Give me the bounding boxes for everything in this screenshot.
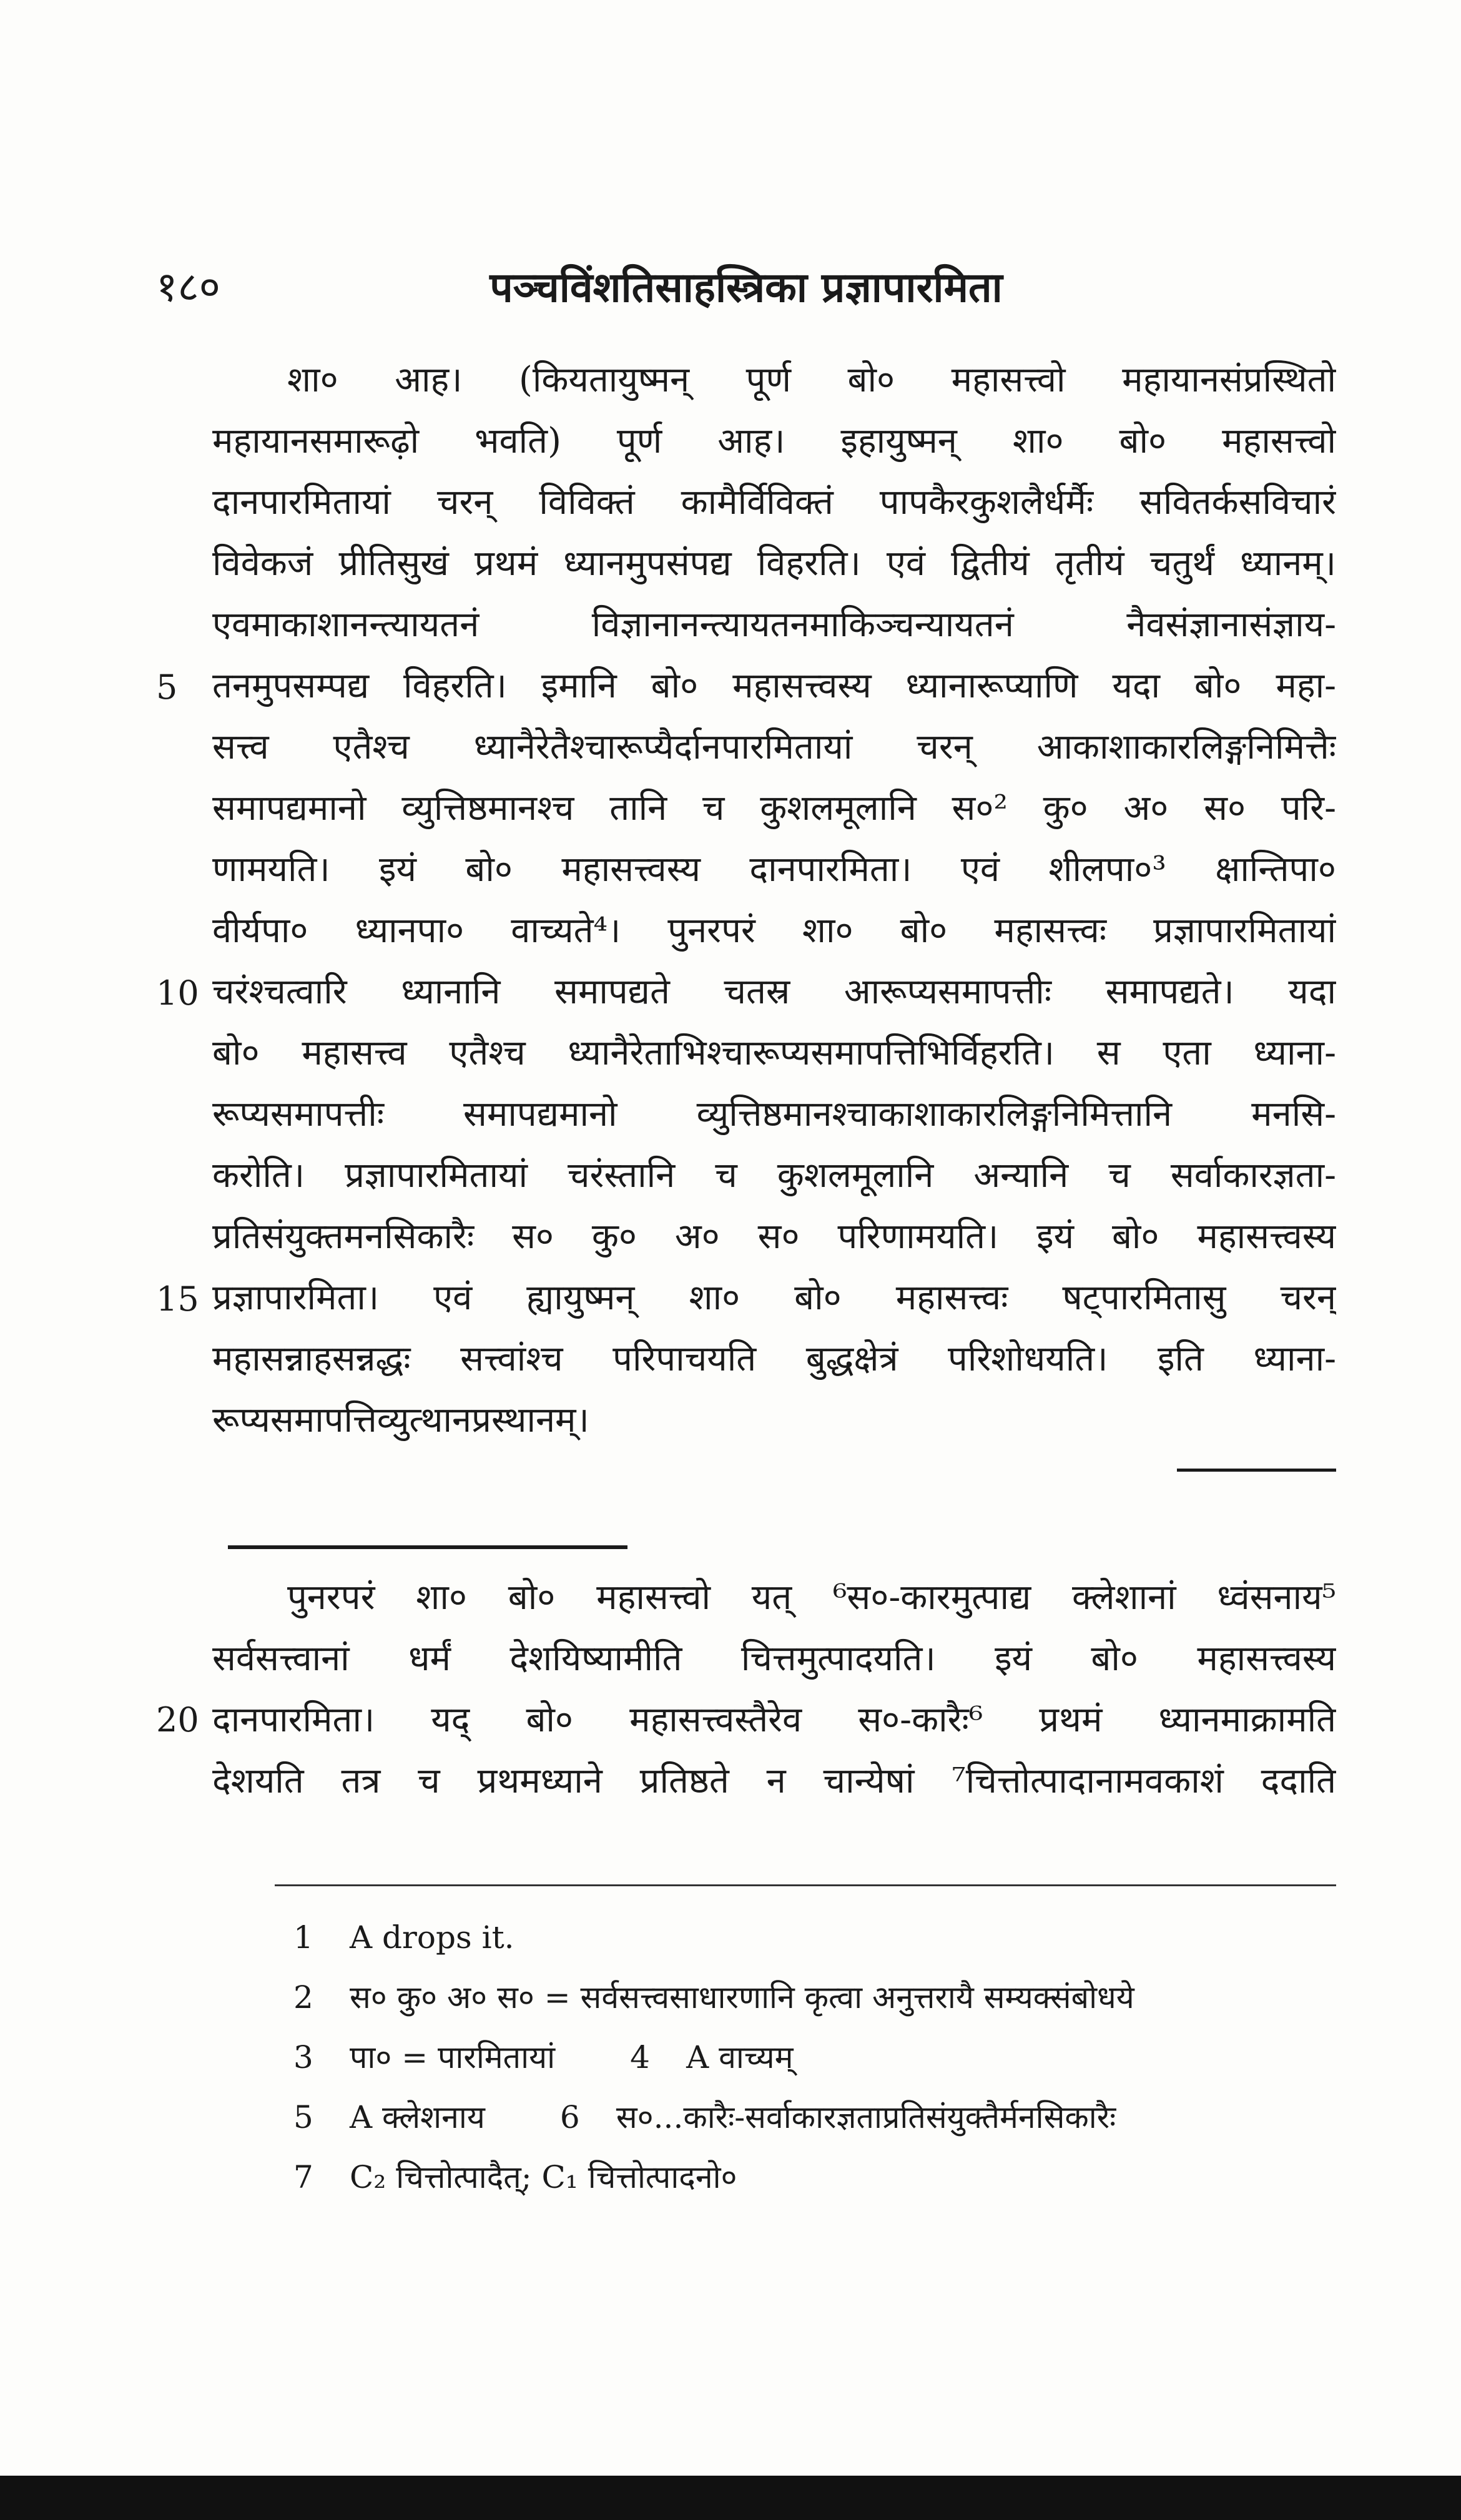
footnote-number: 7: [293, 2159, 313, 2195]
text-line: सर्वसत्त्वानां धर्मं देशयिष्यामीति चित्तमुत्पादयति। इयं बो० महासत्त्वस्य: [212, 1638, 1336, 1679]
text-line: तनमुपसम्पद्य विहरति। इमानि बो० महासत्त्वस्य ध्यानारूप्याणि यदा बो० महा-: [212, 666, 1336, 706]
text-line: विवेकजं प्रीतिसुखं प्रथमं ध्यानमुपसंपद्य विहरति। एवं द्वितीयं तृतीयं चतुर्थं ध्यानम्।: [212, 543, 1336, 584]
footnote-rule: [275, 1884, 1336, 1886]
text-line: चरंश्चत्वारि ध्यानानि समापद्यते चतस्र आरूप्यसमापत्तीः समापद्यते। यदा: [212, 972, 1336, 1012]
text-line: दानपारमिता। यद् बो० महासत्त्वस्तैरेव स०-कारैः⁶ प्रथमं ध्यानमाक्रामति: [212, 1700, 1336, 1740]
text-line: करोति। प्रज्ञापारमितायां चरंस्तानि च कुशलमूलानि अन्यानि च सर्वाकारज्ञता-: [212, 1155, 1336, 1196]
footnote-number: 1: [293, 1919, 313, 1956]
text-line: पुनरपरं शा० बो० महासत्त्वो यत् ⁶स०-कारमुत्पाद्य क्लेशानां ध्वंसनाय⁵: [287, 1577, 1336, 1618]
section-divider: [228, 1545, 627, 1549]
footnote-number: 6: [559, 2099, 580, 2135]
footnote-text: स०...कारैः-सर्वाकारज्ञताप्रतिसंयुक्तैर्मनसिकारैः: [616, 2099, 1116, 2135]
text-line: बो० महासत्त्व एतैश्च ध्यानैरेताभिश्चारूप्यसमापत्तिभिर्विहरति। स एता ध्याना-: [212, 1033, 1336, 1073]
footnote-text: A वाच्यम्: [686, 2039, 794, 2075]
running-title: पञ्चविंशतिसाहस्त्रिका प्रज्ञापारमिता: [489, 263, 1003, 312]
scan-edge-shadow: [0, 2476, 1461, 2520]
line-number: 15: [156, 1279, 199, 1319]
footnote-text: A क्लेशनाय: [350, 2099, 485, 2135]
text-line: प्रज्ञापारमिता। एवं ह्यायुष्मन् शा० बो० महासत्त्वः षट्पारमितासु चरन्: [212, 1277, 1336, 1318]
paragraph-2: [212, 1567, 1336, 1812]
footnote-text: स० कु० अ० स० = सर्वसत्त्वसाधारणानि कृत्वा अनुत्तरायै सम्यक्संबोधये: [350, 1979, 1134, 2016]
line-number: 5: [156, 667, 178, 707]
end-rule-inline: [1177, 1469, 1336, 1472]
text-line: शा० आह। (कियतायुष्मन् पूर्ण बो० महासत्त्वो महायानसंप्रस्थितो: [287, 360, 1336, 400]
text-line: प्रतिसंयुक्तमनसिकारैः स० कु० अ० स० परिणामयति। इयं बो० महासत्त्वस्य: [212, 1216, 1336, 1257]
footnote-text: A drops it.: [350, 1919, 514, 1956]
text-line: महायानसमारूढ़ो भवति) पूर्ण आह। इहायुष्मन् शा० बो० महासत्त्वो: [212, 421, 1336, 461]
footnote: [293, 1907, 1342, 1967]
footnote-number: 4: [630, 2039, 650, 2075]
text-line: देशयति तत्र च प्रथमध्याने प्रतिष्ठते न चान्येषां ⁷चित्तोत्पादानामवकाशं ददाति: [212, 1761, 1336, 1801]
footnote-number: 3: [293, 2039, 313, 2075]
footnote: [293, 1967, 1342, 2027]
footnotes: [293, 1907, 1342, 2207]
text-line: रूप्यसमापत्तीः समापद्यमानो व्युत्तिष्ठमानश्चाकाशाकारलिङ्गनिमित्तानि मनसि-: [212, 1094, 1336, 1134]
page-number: १८०: [156, 263, 220, 311]
footnote-number: 2: [293, 1979, 313, 2016]
footnote: [293, 2147, 1342, 2207]
text-line: रूप्यसमापत्तिव्युत्थानप्रस्थानम्।: [212, 1400, 589, 1440]
footnote-number: 5: [293, 2099, 313, 2135]
text-line: समापद्यमानो व्युत्तिष्ठमानश्च तानि च कुशलमूलानि स०² कु० अ० स० परि-: [212, 788, 1336, 829]
line-number: 20: [156, 1700, 199, 1740]
text-line: सत्त्व एतैश्च ध्यानैरेतैश्चारूप्यैर्दानपारमितायां चरन् आकाशाकारलिङ्गनिमित्तैः: [212, 727, 1336, 767]
text-line: वीर्यपा० ध्यानपा० वाच्यते⁴। पुनरपरं शा० बो० महासत्त्वः प्रज्ञापारमितायां: [212, 910, 1336, 951]
text-line: महासन्नाहसन्नद्धः सत्त्वांश्च परिपाचयति बुद्धक्षेत्रं परिशोधयति। इति ध्याना-: [212, 1339, 1336, 1379]
footnote: [293, 2087, 1342, 2147]
text-line: एवमाकाशानन्त्यायतनं विज्ञानानन्त्यायतनमाकिञ्चन्यायतनं नैवसंज्ञानासंज्ञाय-: [212, 604, 1336, 645]
line-number: 10: [156, 973, 199, 1013]
footnote-text: पा० = पारमितायां: [350, 2039, 556, 2075]
footnote-text: C₂ चित्तोत्पादैत्; C₁ चित्तोत्पादनो०: [350, 2159, 737, 2195]
text-line: दानपारमितायां चरन् विविक्तं कामैर्विविक्तं पापकैरकुशलैर्धर्मैः सवितर्कसविचारं: [212, 482, 1336, 523]
paragraph-1: [212, 350, 1336, 1451]
text-line: णामयति। इयं बो० महासत्त्वस्य दानपारमिता। एवं शीलपा०³ क्षान्तिपा०: [212, 849, 1336, 890]
footnote: [293, 2027, 1342, 2087]
page-header: [156, 256, 1336, 331]
